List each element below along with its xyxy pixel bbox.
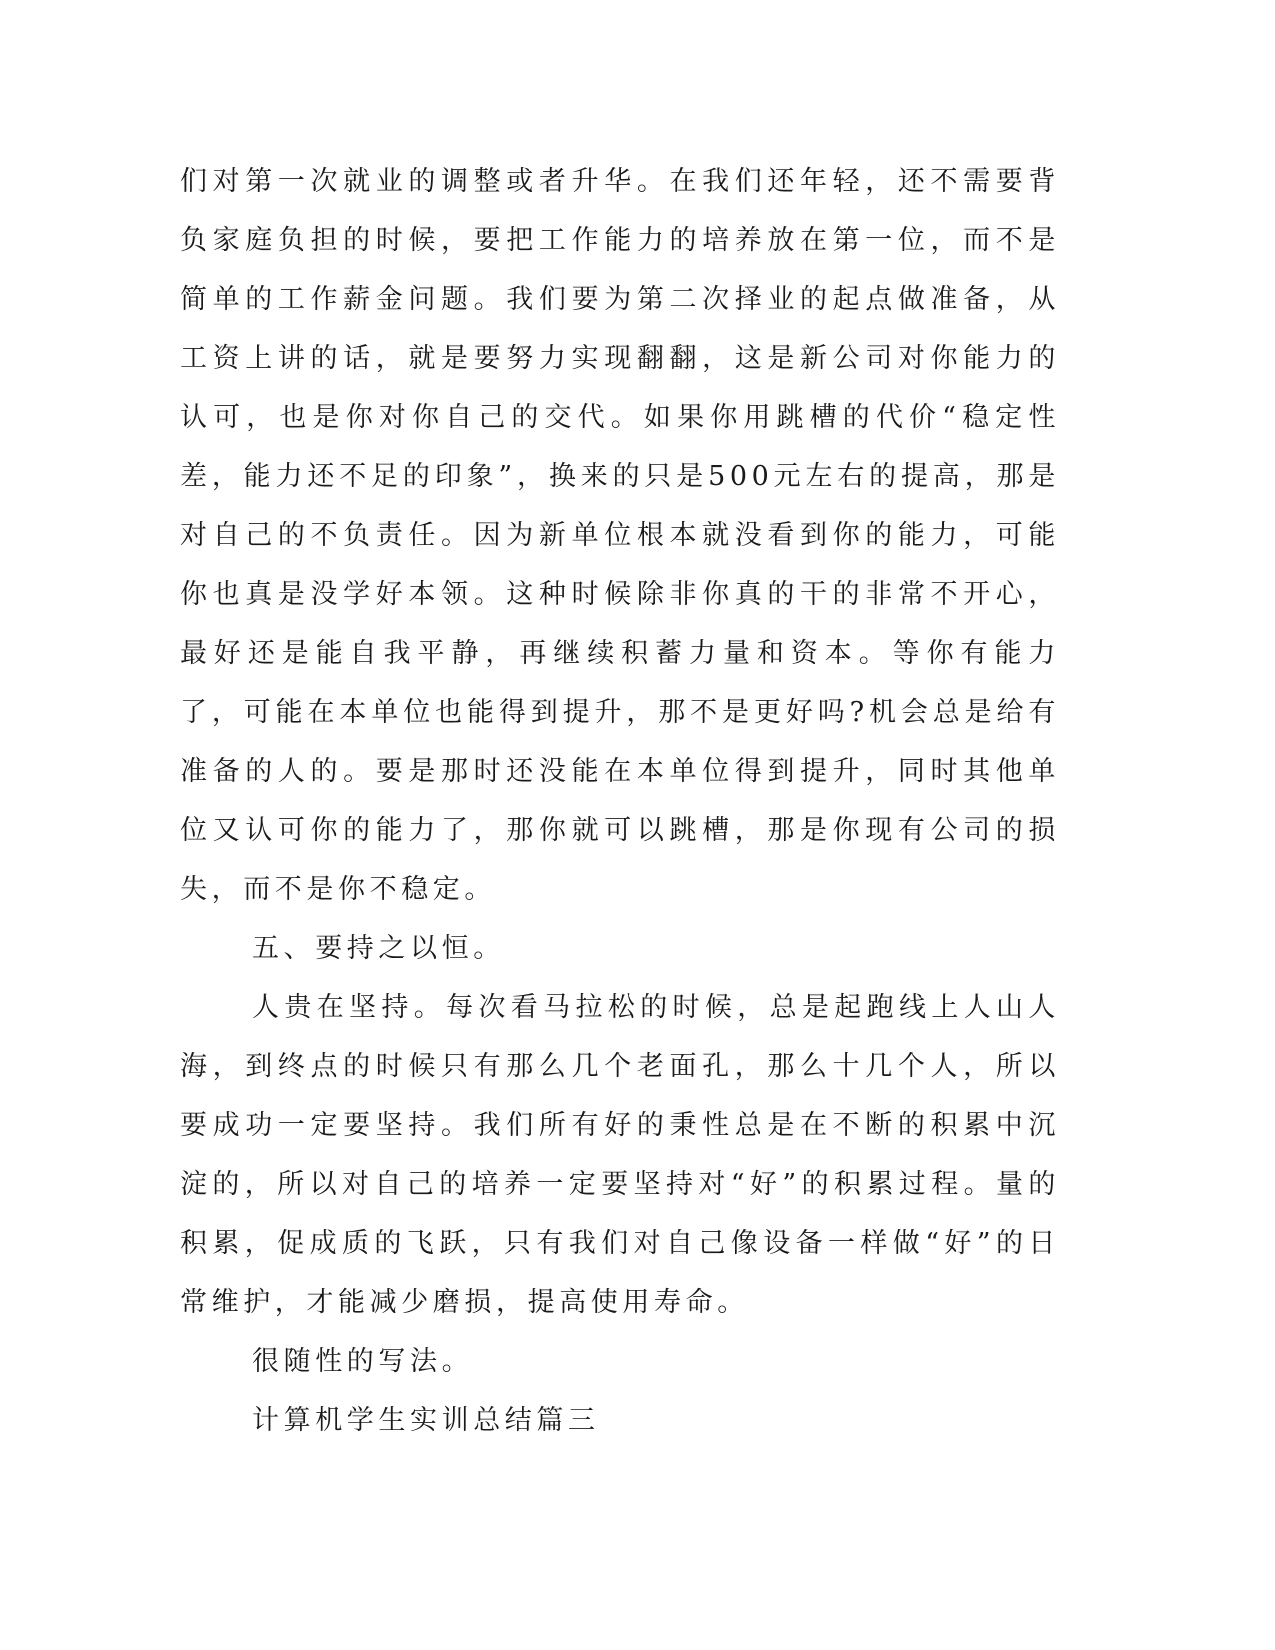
paragraph-continuation: 们对第一次就业的调整或者升华。在我们还年轻，还不需要背负家庭负担的时候，要把工作能力的培养放在第一位，而不是简单的工作薪金问题。我们要为第二次择业的起点做准备，从工资上讲的话，就是要努力实现翻翻，这是新公司对你能力的认可，也是你对你自己的交代。如果你用跳槽的代价“稳定性差，能力还不足的印象”，换来的只是500元左右的提高，那是对自己的不负责任。因为新单位根本就没看到你的能力，可能你也真是没学好本领。这种时候除非你真的干的非常不开心，最好还是能自我平静，再继续积蓄力量和资本。等你有能力了，可能在本单位也能得到提升，那不是更好吗?机会总是给有准备的人的。要是那时还没能在本单位得到提升，同时其他单位又认可你的能力了，那你就可以跳槽，那是你现有公司的损失，而不是你不稳定。 [180, 166, 1060, 905]
paragraph-remark: 很随性的写法。 [252, 1346, 474, 1377]
section-title-part-three: 计算机学生实训总结篇三 [252, 1405, 600, 1436]
section-heading-persistence: 五、要持之以恒。 [252, 933, 505, 964]
paragraph-persistence: 人贵在坚持。每次看马拉松的时候，总是起跑线上人山人海，到终点的时候只有那么几个老面孔，那么十几个人，所以要成功一定要坚持。我们所有好的秉性总是在不断的积累中沉淀的，所以对自己的培养一定要坚持对“好”的积累过程。量的积累，促成质的飞跃，只有我们对自己像设备一样做“好”的日常维护，才能减少磨损，提高使用寿命。 [180, 992, 1060, 1318]
document-page [180, 152, 1060, 1450]
